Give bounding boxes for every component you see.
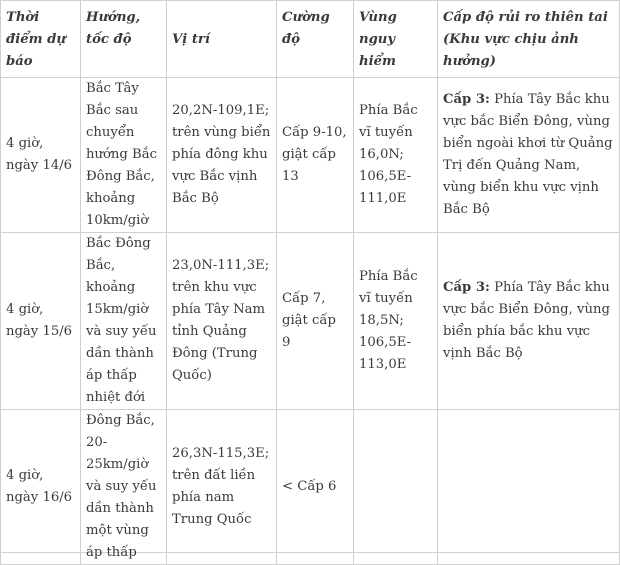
cell-position: 20,2N-109,1E; trên vùng biển phía đông khu vực Bắc vịnh Bắc Bộ (167, 78, 277, 233)
header-direction-speed: Hướng, tốc độ (81, 1, 167, 78)
cell-intensity: Cấp 9-10, giật cấp 13 (277, 78, 354, 233)
header-forecast-time: Thời điểm dự báo (1, 1, 81, 78)
cell-intensity: < Cấp 6 (277, 410, 354, 565)
header-intensity: Cường độ (277, 1, 354, 78)
cell-position: 23,0N-111,3E; trên khu vực phía Tây Nam tỉnh Quảng Đông (Trung Quốc) (167, 233, 277, 410)
cell-time: 4 giờ, ngày 15/6 (1, 233, 81, 410)
cell-risk (438, 233, 620, 410)
header-risk-level: Cấp độ rủi ro thiên tai (Khu vực chịu ảnh hưởng) (438, 1, 620, 78)
table-row (1, 410, 620, 565)
cell-risk (438, 78, 620, 233)
cell-direction: Đông Bắc, 20-25km/giờ và suy yếu dần thành một vùng áp thấp (81, 410, 167, 565)
table-row (1, 233, 620, 410)
table-header-row (1, 1, 620, 78)
cell-direction: Bắc Tây Bắc sau chuyển hướng Bắc Đông Bắc, khoảng 10km/giờ (81, 78, 167, 233)
cell-position: 26,3N-115,3E; trên đất liền phía nam Trung Quốc (167, 410, 277, 565)
cell-time: 4 giờ, ngày 14/6 (1, 78, 81, 233)
header-danger-zone: Vùng nguy hiểm (354, 1, 438, 78)
cell-danger-zone (354, 410, 438, 565)
cell-danger-zone: Phía Bắc vĩ tuyến 18,5N; 106,5E-113,0E (354, 233, 438, 410)
header-position: Vị trí (167, 1, 277, 78)
cell-direction: Bắc Đông Bắc, khoảng 15km/giờ và suy yếu dần thành áp thấp nhiệt đới (81, 233, 167, 410)
cell-intensity: Cấp 7, giật cấp 9 (277, 233, 354, 410)
risk-area-text: Phía Tây Bắc khu vực bắc Biển Đông, vùng biển ngoài khơi từ Quảng Trị đến Quảng Nam, vùng biển khu vực vịnh Bắc Bộ (443, 92, 613, 217)
cell-risk (438, 410, 620, 565)
risk-level-label: Cấp 3: (443, 92, 490, 107)
cell-danger-zone: Phía Bắc vĩ tuyến 16,0N; 106,5E-111,0E (354, 78, 438, 233)
table-row (1, 78, 620, 233)
risk-level-label: Cấp 3: (443, 280, 490, 295)
cell-time: 4 giờ, ngày 16/6 (1, 410, 81, 565)
risk-area-text: Phía Tây Bắc khu vực bắc Biển Đông, vùng biển phía bắc khu vực vịnh Bắc Bộ (443, 280, 610, 361)
